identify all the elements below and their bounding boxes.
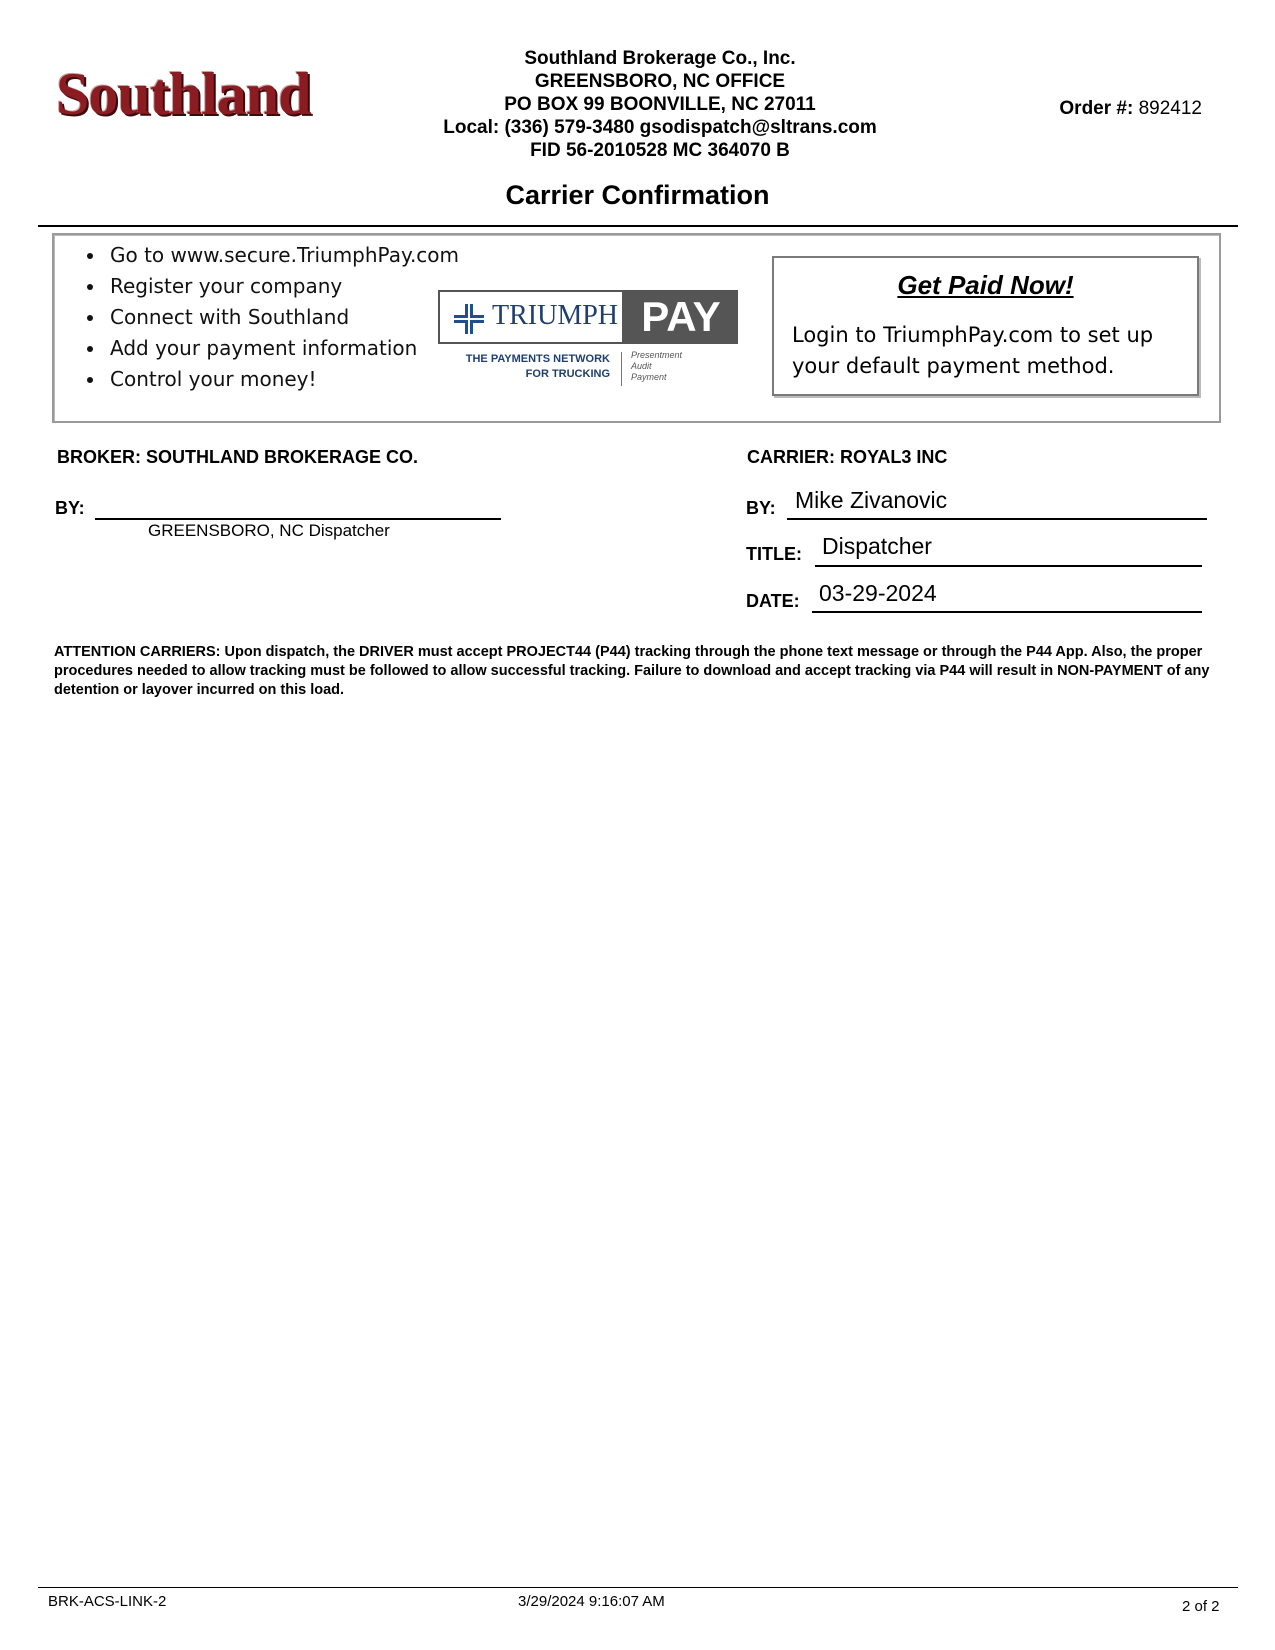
pay-wordmark: PAY <box>624 290 738 344</box>
company-name: Southland Brokerage Co., Inc. <box>524 48 796 69</box>
carrier-date-label: DATE: <box>746 591 800 611</box>
office-ids: FID 56-2010528 MC 364070 B <box>530 140 790 161</box>
cross-icon <box>454 304 484 334</box>
broker-signature-line <box>95 518 501 520</box>
office-address: PO BOX 99 BOONVILLE, NC 27011 <box>504 94 816 115</box>
list-item: • Control your money! <box>106 364 459 395</box>
order-value: 892412 <box>1138 98 1202 119</box>
carrier-title-value: Dispatcher <box>822 533 932 559</box>
feature-label: Payment <box>631 372 667 382</box>
footer-divider <box>38 1587 1238 1588</box>
get-paid-box <box>772 256 1199 396</box>
carrier-date-value: 03-29-2024 <box>819 580 937 606</box>
header-divider <box>38 225 1238 227</box>
feature-label: Presentment <box>631 350 683 360</box>
tracking-notice: ATTENTION CARRIERS: Upon dispatch, the DRIVER must accept PROJECT44 (P44) tracking through the phone text message or through the P44 App. Also, the proper procedures needed to allow tracking must be followed to allow successful tracking. Failure to download and accept tracking via P44 will result in NON-PAYMENT of any detention or layover incurred on this load. <box>54 644 1210 698</box>
footer-timestamp: 3/29/2024 9:16:07 AM <box>518 1593 665 1610</box>
carrier-signature-value: Mike Zivanovic <box>795 487 948 513</box>
document-title: Carrier Confirmation <box>505 180 770 210</box>
company-logo: Southland <box>56 61 311 127</box>
order-label: Order #: <box>1059 98 1134 119</box>
footer-page-number: 2 of 2 <box>1182 1598 1220 1615</box>
tagline-divider <box>621 352 622 386</box>
tagline-line: THE PAYMENTS NETWORK <box>465 353 610 365</box>
carrier-signature-line <box>787 518 1207 520</box>
feature-label: Audit <box>631 361 652 371</box>
triumphpay-steps <box>80 240 459 395</box>
broker-role: GREENSBORO, NC Dispatcher <box>148 521 390 540</box>
office-contact: Local: (336) 579-3480 gsodispatch@sltrans.com <box>443 117 877 138</box>
get-paid-title: Get Paid Now! <box>897 270 1074 300</box>
broker-by-label: BY: <box>55 498 85 518</box>
get-paid-body: Login to TriumphPay.com to set up your default payment method. <box>792 323 1154 378</box>
carrier-by-label: BY: <box>746 498 776 518</box>
list-item: • Go to www.secure.TriumphPay.com <box>106 240 459 271</box>
triumph-wordmark: TRIUMPH <box>492 300 619 331</box>
office-name: GREENSBORO, NC OFFICE <box>534 71 786 92</box>
list-item: • Add your payment information <box>106 333 459 364</box>
order-number <box>1059 98 1202 120</box>
carrier-heading: CARRIER: ROYAL3 INC <box>747 447 948 467</box>
triumphpay-features <box>631 350 682 383</box>
list-item: • Register your company <box>106 271 459 302</box>
footer-form-id: BRK-ACS-LINK-2 <box>48 1593 167 1610</box>
carrier-title-line <box>815 565 1202 567</box>
triumphpay-tagline <box>440 352 610 382</box>
carrier-date-line <box>812 611 1202 613</box>
broker-heading: BROKER: SOUTHLAND BROKERAGE CO. <box>57 447 419 467</box>
list-item: • Connect with Southland <box>106 302 459 333</box>
carrier-title-label: TITLE: <box>746 544 802 564</box>
company-header <box>400 47 920 162</box>
tagline-line: FOR TRUCKING <box>525 368 610 380</box>
triumphpay-logo <box>438 290 738 390</box>
triumphpay-logo-box <box>438 290 624 344</box>
